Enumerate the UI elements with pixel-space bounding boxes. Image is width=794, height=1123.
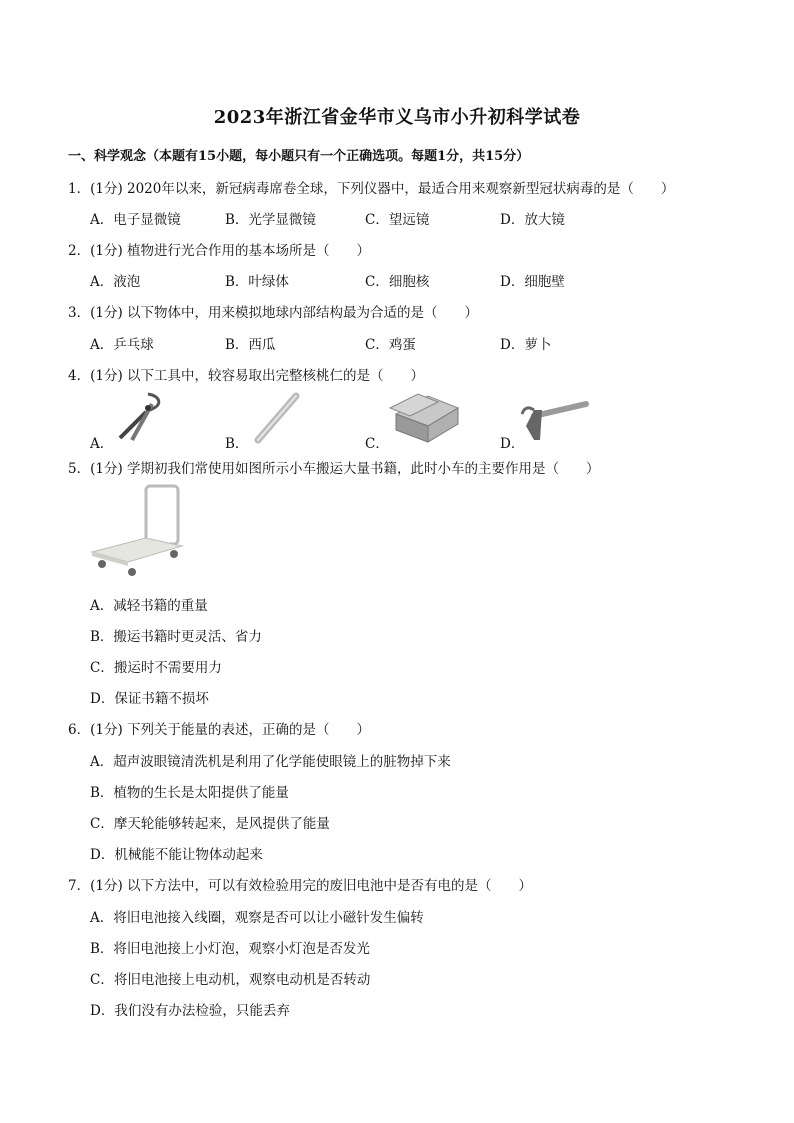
q6-option-c: C．摩天轮能够转起来，是风提供了能量 xyxy=(90,816,330,832)
q1-option-d: D．放大镜 xyxy=(500,212,565,228)
q7-option-b: B．将旧电池接上小灯泡，观察小灯泡是否发光 xyxy=(90,941,370,957)
platform-cart-image xyxy=(88,482,186,578)
q3-option-b: B．西瓜 xyxy=(225,337,276,353)
q2-option-a: A．液泡 xyxy=(90,274,141,290)
question-4-stem: 4．(1分) 以下工具中，较容易取出完整核桃仁的是（ ） xyxy=(68,368,425,384)
q7-option-a: A．将旧电池接入线圈，观察是否可以让小磁针发生偏转 xyxy=(90,910,424,926)
q7-option-c: C．将旧电池接上电动机，观察电动机是否转动 xyxy=(90,972,371,988)
question-3-stem: 3．(1分) 以下物体中，用来模拟地球内部结构最为合适的是（ ） xyxy=(68,305,479,321)
exam-title: 2023年浙江省金华市义乌市小升初科学试卷 xyxy=(213,107,581,128)
q5-option-a: A．减轻书籍的重量 xyxy=(90,598,208,614)
question-5-stem: 5．(1分) 学期初我们常使用如图所示小车搬运大量书籍，此时小车的主要作用是（ ） xyxy=(68,461,600,477)
q4-option-d: D． xyxy=(500,436,525,452)
q7-option-d: D．我们没有办法检验，只能丢弃 xyxy=(90,1003,290,1019)
question-7-stem: 7．(1分) 以下方法中，可以有效检验用完的废旧电池中是否有电的是（ ） xyxy=(68,878,533,894)
question-1-stem: 1．(1分) 2020年以来，新冠病毒席卷全球，下列仪器中，最适合用来观察新型冠状病毒的是（ ） xyxy=(68,181,675,197)
q3-option-c: C．鸡蛋 xyxy=(365,337,416,353)
question-6-stem: 6．(1分) 下列关于能量的表述，正确的是（ ） xyxy=(68,722,371,738)
q6-option-a: A．超声波眼镜清洗机是利用了化学能使眼镜上的脏物掉下来 xyxy=(90,754,451,770)
q1-option-c: C．望远镜 xyxy=(365,212,430,228)
q4-option-a: A． xyxy=(90,436,114,452)
q4-option-c: C． xyxy=(365,436,389,452)
q1-option-b: B．光学显微镜 xyxy=(225,212,316,228)
q2-option-c: C．细胞核 xyxy=(365,274,430,290)
section-heading: 一、科学观念（本题有15小题，每小题只有一个正确选项。每题1分，共15分） xyxy=(68,149,530,164)
q5-option-b: B．搬运书籍时更灵活、省力 xyxy=(90,629,262,645)
q3-option-a: A．乒乓球 xyxy=(90,337,154,353)
q3-option-d: D．萝卜 xyxy=(500,337,552,353)
q6-option-b: B．植物的生长是太阳提供了能量 xyxy=(90,785,289,801)
q4-option-b: B． xyxy=(225,436,249,452)
q5-option-d: D．保证书籍不损坏 xyxy=(90,691,209,707)
question-2-stem: 2．(1分) 植物进行光合作用的基本场所是（ ） xyxy=(68,243,371,259)
metal-rod-image xyxy=(252,392,302,444)
q5-option-c: C．搬运时不需要用力 xyxy=(90,660,222,676)
claw-hammer-image xyxy=(520,396,592,444)
stone-bricks-image xyxy=(388,390,464,446)
q1-option-a: A．电子显微镜 xyxy=(90,212,181,228)
q2-option-b: B．叶绿体 xyxy=(225,274,289,290)
nutcracker-pliers-image xyxy=(108,390,166,445)
q6-option-d: D．机械能不能让物体动起来 xyxy=(90,847,263,863)
q2-option-d: D．细胞壁 xyxy=(500,274,565,290)
